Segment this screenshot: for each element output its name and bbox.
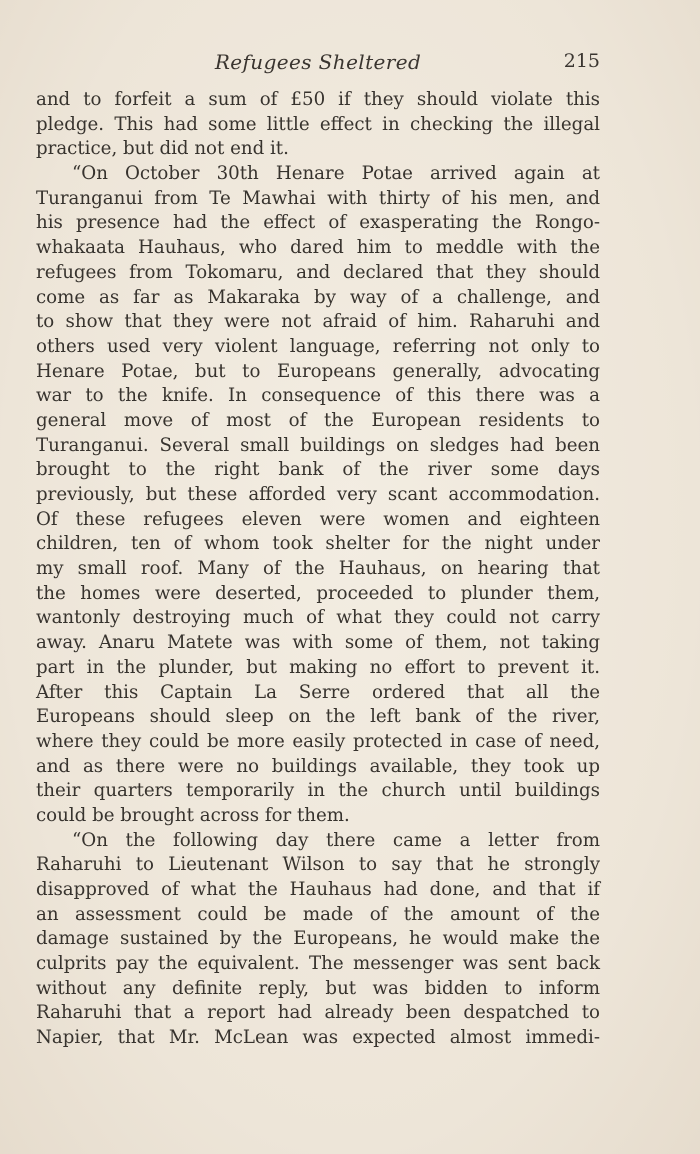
text-line: children, ten of whom took shelter for the night under xyxy=(36,533,600,555)
text-line: wantonly destroying much of what they could not carry xyxy=(36,607,600,629)
text-line: part in the plunder, but making no effort to prevent it. xyxy=(36,656,600,678)
text-line: After this Captain La Serre ordered that all the xyxy=(36,681,600,703)
text-line: pledge. This had some little effect in checking the illegal xyxy=(36,113,600,135)
text-line: his presence had the effect of exasperating the Rongo- xyxy=(36,212,600,234)
text-line: Napier, that Mr. McLean was expected almost immedi- xyxy=(36,1027,600,1049)
text-line: the homes were deserted, proceeded to plunder them, xyxy=(36,582,600,604)
text-line: others used very violent language, referring not only to xyxy=(36,335,600,357)
text-line: previously, but these afforded very scant accommodation. xyxy=(36,484,600,505)
text-line: practice, but did not end it. xyxy=(36,138,289,160)
text-line: Turanganui from Te Mawhai with thirty of his men, and xyxy=(36,187,600,209)
running-head xyxy=(36,50,600,80)
text-line: disapproved of what the Hauhaus had done, and that if xyxy=(36,879,600,900)
text-line: without any definite reply, but was bidden to inform xyxy=(36,977,600,999)
text-line: culprits pay the equivalent. The messenger was sent back xyxy=(36,953,600,975)
text-line: their quarters temporarily in the church until buildings xyxy=(36,780,600,802)
text-line: war to the knife. In consequence of this there was a xyxy=(36,385,600,407)
text-line: Turanganui. Several small buildings on sledges had been xyxy=(36,434,600,456)
text-line: damage sustained by the Europeans, he would make the xyxy=(36,928,600,950)
text-line: and as there were no buildings available, they took up xyxy=(36,755,600,777)
text-line: my small roof. Many of the Hauhaus, on hearing that xyxy=(36,558,600,580)
text-line: to show that they were not afraid of him. Raharuhi and xyxy=(36,311,600,333)
text-line: Of these refugees eleven were women and eighteen xyxy=(36,508,600,530)
text-line: Henare Potae, but to Europeans generally, advocating xyxy=(36,360,600,382)
text-line: Europeans should sleep on the left bank of the river, xyxy=(36,706,600,728)
text-line: general move of most of the European residents to xyxy=(36,409,600,431)
text-line: “On the following day there came a letter from xyxy=(72,829,600,851)
chapter-title: Refugees Sheltered xyxy=(214,50,422,74)
text-line: an assessment could be made of the amount of the xyxy=(36,903,600,925)
text-line: “On October 30th Henare Potae arrived again at xyxy=(72,163,600,185)
text-line: Raharuhi to Lieutenant Wilson to say that he strongly xyxy=(36,854,600,876)
text-line: away. Anaru Matete was with some of them, not taking xyxy=(36,632,600,654)
text-line: could be brought across for them. xyxy=(36,804,350,826)
text-line: whakaata Hauhaus, who dared him to meddle with the xyxy=(36,237,600,259)
text-line: and to forfeit a sum of £50 if they should violate this xyxy=(36,89,600,110)
text-line: Raharuhi that a report had already been despatched to xyxy=(36,1002,600,1024)
text-line: brought to the right bank of the river some days xyxy=(36,459,600,481)
text-line: come as far as Makaraka by way of a challenge, and xyxy=(36,286,600,308)
page-number: 215 xyxy=(563,50,600,72)
text-line: refugees from Tokomaru, and declared that they should xyxy=(36,261,600,283)
text-line: where they could be more easily protected in case of need, xyxy=(36,730,600,752)
body-text xyxy=(36,88,600,1051)
